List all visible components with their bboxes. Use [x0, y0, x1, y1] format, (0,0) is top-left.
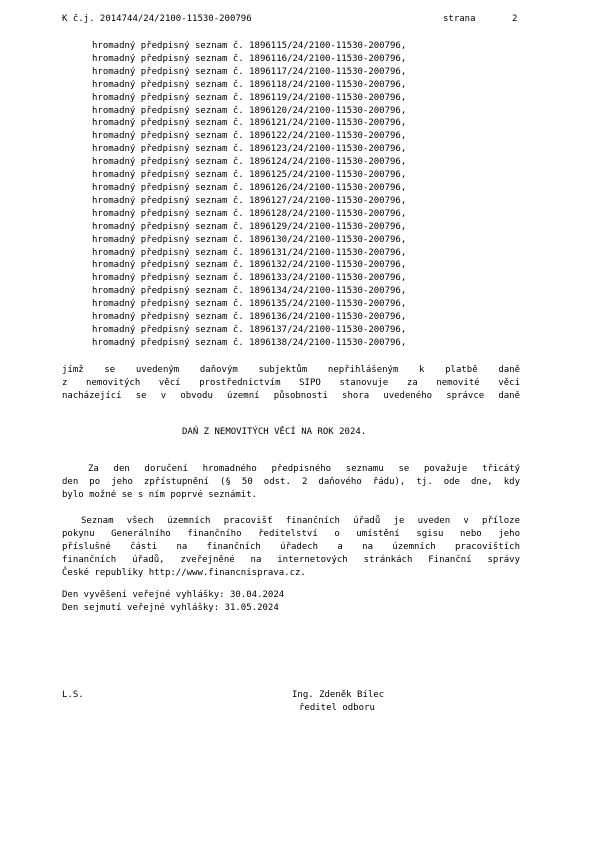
- list-item: hromadný předpisný seznam č. 1896131/24/2100-11530-200796,: [92, 247, 407, 258]
- list-item: hromadný předpisný seznam č. 1896123/24/2100-11530-200796,: [92, 144, 407, 155]
- removed-date: Den sejmutí veřejné vyhlášky: 31.05.2024: [62, 603, 279, 613]
- tax-heading: DAŇ Z NEMOVITÝCH VĚCÍ NA ROK 2024.: [182, 427, 367, 437]
- list-item: hromadný předpisný seznam č. 1896130/24/2100-11530-200796,: [92, 234, 407, 245]
- assessment-list: [92, 40, 406, 350]
- list-item: hromadný předpisný seznam č. 1896122/24/2100-11530-200796,: [92, 131, 407, 142]
- paragraph3-line-1: Seznam všech územních pracovišť finančních úřadů je uveden v příloze: [81, 516, 520, 526]
- paragraph3-line-3: příslušné části na finančních úřadech a na územních pracovištích: [62, 542, 520, 552]
- paragraph1-line-1: jímž se uvedeným daňovým subjektům nepřihlášeným k platbě daně: [62, 365, 520, 375]
- list-item: hromadný předpisný seznam č. 1896126/24/2100-11530-200796,: [92, 182, 407, 193]
- page-label: strana: [443, 14, 476, 24]
- list-item: hromadný předpisný seznam č. 1896134/24/2100-11530-200796,: [92, 286, 407, 297]
- list-item: hromadný předpisný seznam č. 1896132/24/2100-11530-200796,: [92, 260, 407, 271]
- page-number: 2: [512, 14, 518, 24]
- list-item: hromadný předpisný seznam č. 1896138/24/2100-11530-200796,: [92, 337, 407, 348]
- list-item: hromadný předpisný seznam č. 1896118/24/2100-11530-200796,: [92, 79, 407, 90]
- paragraph1-line-3: nacházející se v obvodu územní působnosti shora uvedeného správce daně: [62, 391, 520, 401]
- paragraph2-line-1: Za den doručení hromadného předpisného seznamu se považuje třicátý: [88, 464, 520, 474]
- seal-mark: L.S.: [62, 690, 84, 700]
- list-item: hromadný předpisný seznam č. 1896129/24/2100-11530-200796,: [92, 221, 407, 232]
- signatory-title: ředitel odboru: [299, 703, 375, 713]
- list-item: hromadný předpisný seznam č. 1896135/24/2100-11530-200796,: [92, 299, 407, 310]
- posted-date: Den vyvěšení veřejné vyhlášky: 30.04.2024: [62, 590, 285, 600]
- reference-number: K č.j. 2014744/24/2100-11530-200796: [62, 14, 252, 24]
- paragraph2-line-3: bylo možné se s ním poprvé seznámit.: [62, 490, 258, 500]
- list-item: hromadný předpisný seznam č. 1896120/24/2100-11530-200796,: [92, 105, 407, 116]
- list-item: hromadný předpisný seznam č. 1896117/24/2100-11530-200796,: [92, 66, 407, 77]
- list-item: hromadný předpisný seznam č. 1896119/24/2100-11530-200796,: [92, 92, 407, 103]
- paragraph2-line-2: den po jeho zpřístupnění (§ 50 odst. 2 daňového řádu), tj. ode dne, kdy: [62, 477, 520, 487]
- list-item: hromadný předpisný seznam č. 1896124/24/2100-11530-200796,: [92, 157, 407, 168]
- paragraph3-line-5: České republiky http://www.financnisprava.cz.: [62, 568, 306, 578]
- list-item: hromadný předpisný seznam č. 1896116/24/2100-11530-200796,: [92, 53, 407, 64]
- list-item: hromadný předpisný seznam č. 1896125/24/2100-11530-200796,: [92, 170, 407, 181]
- paragraph3-line-2: pokynu Generálního finančního ředitelství o umístění sgisu nebo jeho: [62, 529, 520, 539]
- paragraph3-line-4: finančních úřadů, zveřejněné na internetových stránkách Finanční správy: [62, 555, 520, 565]
- list-item: hromadný předpisný seznam č. 1896121/24/2100-11530-200796,: [92, 118, 407, 129]
- list-item: hromadný předpisný seznam č. 1896127/24/2100-11530-200796,: [92, 195, 407, 206]
- signatory-name: Ing. Zdeněk Bílec: [292, 690, 385, 700]
- list-item: hromadný předpisný seznam č. 1896115/24/2100-11530-200796,: [92, 41, 407, 51]
- list-item: hromadný předpisný seznam č. 1896128/24/2100-11530-200796,: [92, 208, 407, 219]
- list-item: hromadný předpisný seznam č. 1896133/24/2100-11530-200796,: [92, 273, 407, 284]
- paragraph1-line-2: z nemovitých věcí prostřednictvím SIPO stanovuje za nemovité věci: [62, 378, 520, 388]
- list-item: hromadný předpisný seznam č. 1896137/24/2100-11530-200796,: [92, 324, 407, 335]
- list-item: hromadný předpisný seznam č. 1896136/24/2100-11530-200796,: [92, 312, 407, 323]
